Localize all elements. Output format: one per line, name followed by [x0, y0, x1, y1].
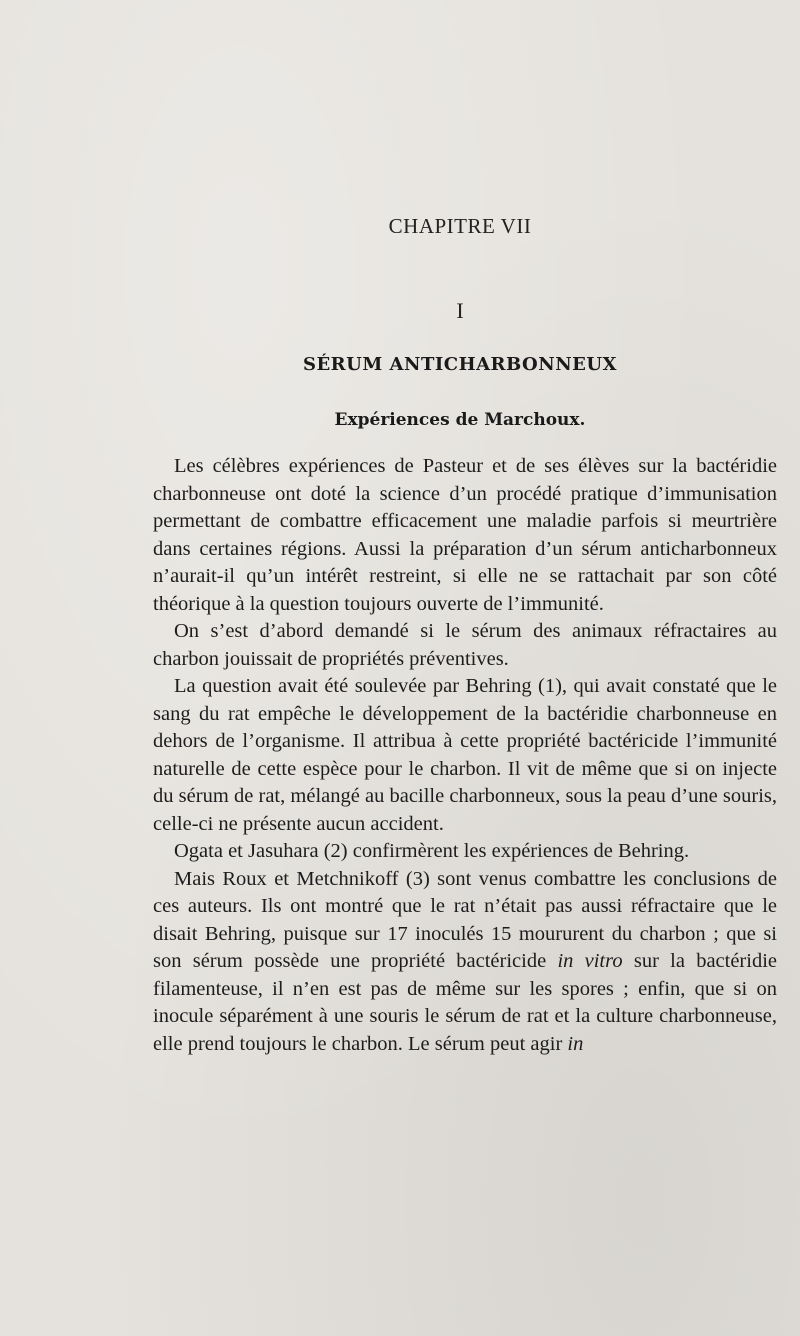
section-title: SÉRUM ANTICHARBONNEUX — [302, 354, 618, 375]
paragraph-text: sur la bactéridie filamenteuse, il n’en est pas de même sur les spores ; enfin, que si on inocule séparément à une souris le sérum de rat et la culture charbonneuse, elle prend toujours le charbon. Le sérum peut agir — [153, 950, 777, 1055]
italic-term: in — [567, 1032, 584, 1055]
chapter-heading: CHAPITRE VII — [388, 214, 532, 238]
paragraph-text: Les célèbres expériences de Pasteur et de ses élèves sur la bactéridie charbonneuse ont doté la science d’un procédé pratique d’immunisation permettant de combattre efficacement une maladie parfois si meurtrière dans certaines régions. Aussi la préparation d’un sérum anticharbonneux n’aurait-il qu’un intérêt restreint, si elle ne se rattachait par son côté théorique à la question toujours ouverte de l’immunité. — [153, 455, 777, 615]
italic-term: in vitro — [557, 950, 623, 972]
paragraph-text: Mais Roux et Metchnikoff (3) sont venus combattre les conclusions de ces auteurs. Ils ont montré que le rat n’était pas aussi réfractaire que le disait Behring, puisque sur 17 inoculés 15 moururent du charbon ; que si son sérum possède une propriété bactéricide — [153, 867, 777, 972]
paragraph-1 — [153, 453, 777, 618]
body-text — [153, 453, 777, 1058]
section-number: I — [456, 298, 464, 323]
paragraph-3 — [153, 673, 777, 838]
paragraph-4 — [153, 838, 777, 866]
paragraph-2 — [153, 618, 777, 673]
section-subtitle: Expériences de Marchoux. — [334, 410, 586, 430]
paragraph-text: Ogata et Jasuhara (2) confirmèrent les expériences de Behring. — [174, 840, 690, 862]
paragraph-text: La question avait été soulevée par Behring (1), qui avait constaté que le sang du rat empêche le développement de la bactéridie charbonneuse en dehors de l’organisme. Il attribua à cette propriété bactéricide l’immunité naturelle de cette espèce pour le charbon. Il vit de même que si on injecte du sérum de rat, mélangé au bacille charbonneux, sous la peau d’une souris, celle-ci ne présente aucun accident. — [153, 675, 777, 835]
paragraph-text: On s’est d’abord demandé si le sérum des animaux réfractaires au charbon jouissait de propriétés préventives. — [153, 620, 777, 670]
paragraph-5 — [153, 866, 777, 1059]
